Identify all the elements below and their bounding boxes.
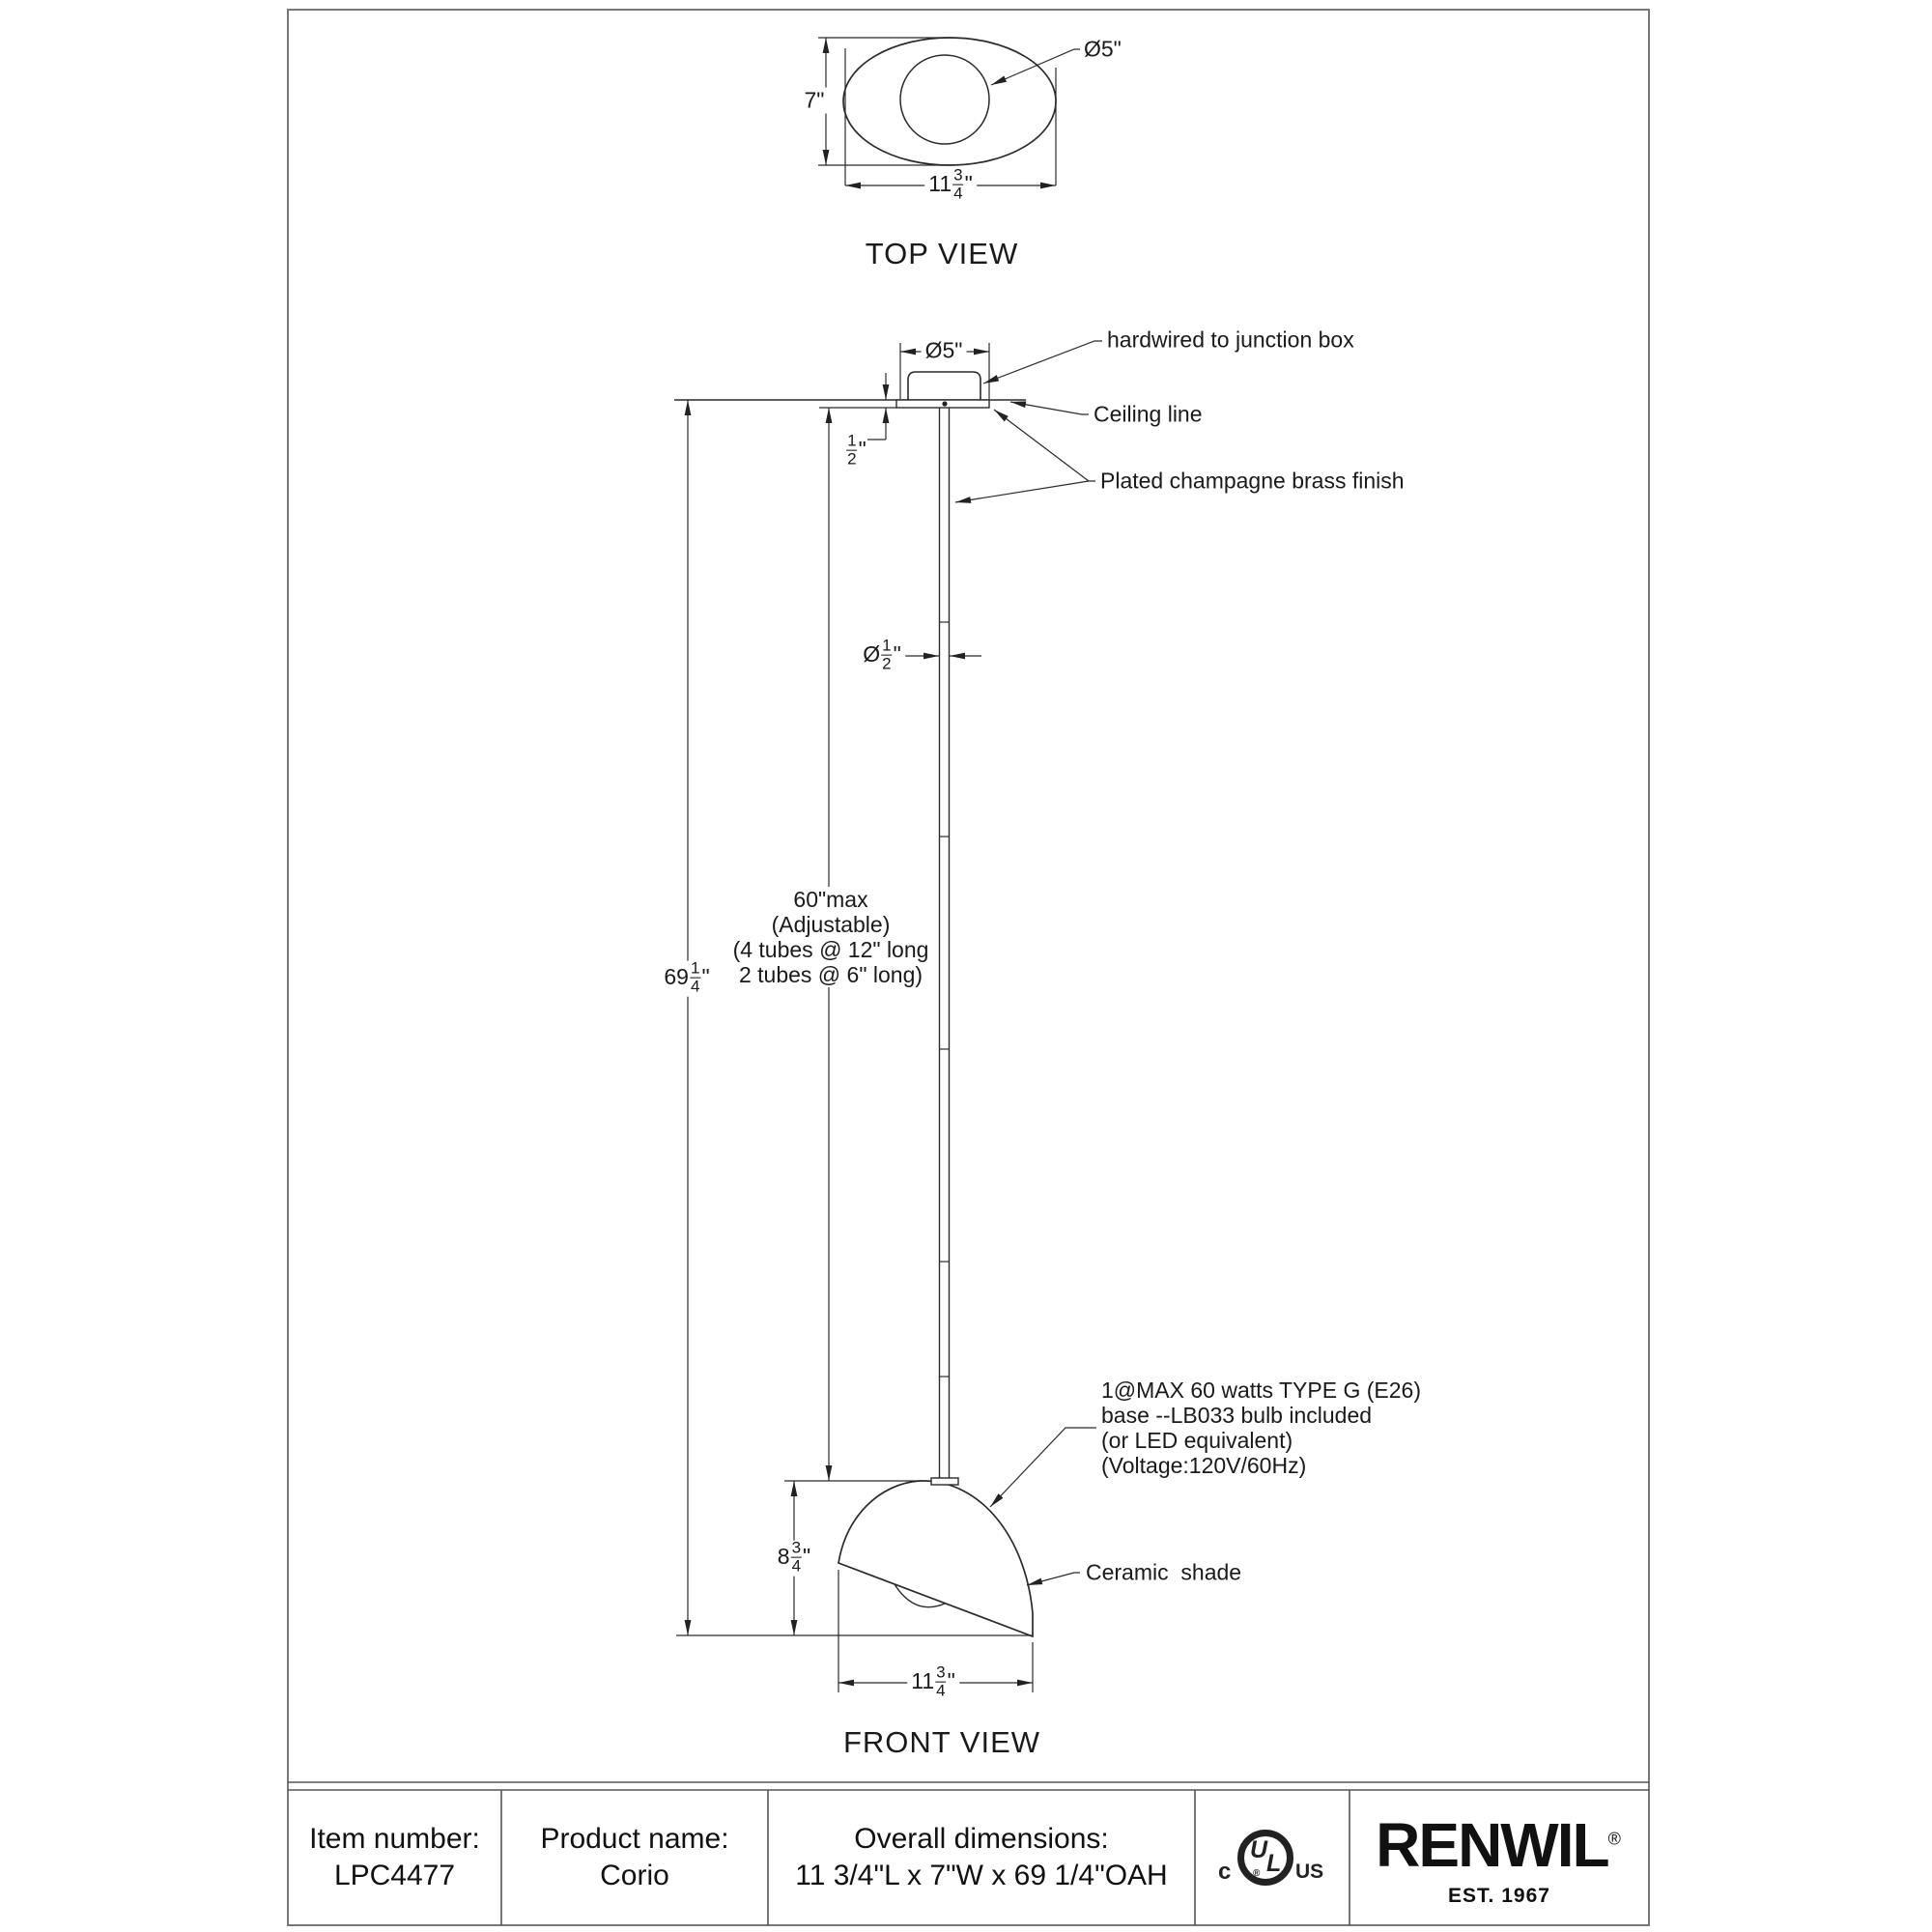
rod-dia-dim	[859, 636, 905, 674]
brand-logo	[1376, 1809, 1619, 1881]
ul-letter-u: U	[1250, 1836, 1268, 1863]
adjustable-line-1: 60"max	[793, 887, 868, 912]
ceiling-line-label: Ceiling line	[1094, 401, 1203, 427]
top-view-title: TOP VIEW	[865, 237, 1019, 270]
dim-numerator: 1	[882, 636, 892, 655]
dim-unit: "	[803, 1544, 811, 1570]
front-view-drawing	[674, 341, 1102, 1692]
adjustable-line-4: 2 tubes @ 6" long)	[738, 962, 923, 987]
dim-numerator: 3	[936, 1662, 946, 1682]
top-view-width-dim	[924, 165, 977, 204]
hardwired-label: hardwired to junction box	[1107, 327, 1354, 353]
bulb-line-2: base --LB033 bulb included	[1101, 1403, 1373, 1428]
adjustable-line-3: (4 tubes @ 12" long	[732, 937, 929, 962]
dim-denominator: 4	[953, 184, 963, 203]
overall-dimensions-value: 11 3/4"L x 7"W x 69 1/4"OAH	[795, 1860, 1168, 1891]
adjustable-note	[729, 887, 933, 987]
front-view-title: FRONT VIEW	[842, 1725, 1041, 1759]
dim-unit: "	[701, 964, 710, 990]
overall-dimensions-label: Overall dimensions:	[854, 1823, 1109, 1855]
dim-denominator: 4	[690, 977, 700, 996]
top-view-height-dim: 7"	[801, 88, 829, 114]
top-view-drawing	[818, 38, 1080, 185]
dim-whole: 11	[928, 171, 952, 197]
dim-numerator: 3	[791, 1538, 802, 1557]
item-number-cell	[288, 1790, 501, 1925]
bulb-line-3: (or LED equivalent)	[1101, 1428, 1293, 1453]
dim-denominator: 4	[791, 1556, 802, 1576]
dim-whole: 11	[911, 1668, 935, 1694]
shade-height-dim	[774, 1538, 814, 1577]
dim-whole: 69	[664, 964, 689, 990]
shade-material-label: Ceramic shade	[1086, 1559, 1242, 1585]
dim-whole: 8	[777, 1544, 790, 1570]
sheet-frame	[288, 10, 1649, 1925]
overall-dimensions-cell	[768, 1790, 1195, 1925]
dim-unit: "	[893, 641, 901, 668]
ul-registered-icon: ®	[1253, 1868, 1261, 1879]
dim-unit: "	[947, 1668, 955, 1694]
dim-denominator: 4	[936, 1681, 946, 1700]
product-name-label: Product name:	[540, 1823, 729, 1855]
dim-denominator: 2	[847, 449, 857, 469]
dim-numerator: 3	[953, 165, 963, 185]
product-name-cell	[501, 1790, 768, 1925]
bulb-note	[1101, 1378, 1421, 1478]
shade-width-dim	[907, 1662, 959, 1701]
dim-unit: "	[858, 437, 867, 463]
overall-height-dim	[660, 958, 713, 997]
dim-numerator: 1	[847, 431, 857, 450]
brand-name: RENWIL	[1376, 1810, 1608, 1880]
ul-letter-c: c	[1218, 1859, 1232, 1885]
item-number-label: Item number:	[309, 1823, 480, 1855]
brand-registered-icon: ®	[1607, 1829, 1619, 1849]
ul-letters-us: US	[1295, 1861, 1324, 1883]
ul-letter-l: L	[1266, 1850, 1282, 1877]
bulb-line-4: (Voltage:120V/60Hz)	[1101, 1453, 1307, 1478]
canopy-thickness-dim	[845, 431, 867, 469]
dia-symbol: Ø	[863, 641, 881, 668]
item-number-value: LPC4477	[333, 1860, 456, 1891]
bulb-line-1: 1@MAX 60 watts TYPE G (E26)	[1101, 1378, 1421, 1403]
finish-label: Plated champagne brass finish	[1100, 468, 1405, 494]
canopy-dia-dim: Ø5"	[922, 338, 967, 364]
product-name-value: Corio	[600, 1860, 669, 1891]
dim-unit: "	[964, 171, 973, 197]
dim-numerator: 1	[690, 958, 700, 978]
brand-est: EST. 1967	[1448, 1885, 1550, 1907]
adjustable-line-2: (Adjustable)	[771, 912, 891, 937]
top-view-dia-label: Ø5"	[1084, 36, 1122, 62]
dim-denominator: 2	[882, 654, 892, 673]
